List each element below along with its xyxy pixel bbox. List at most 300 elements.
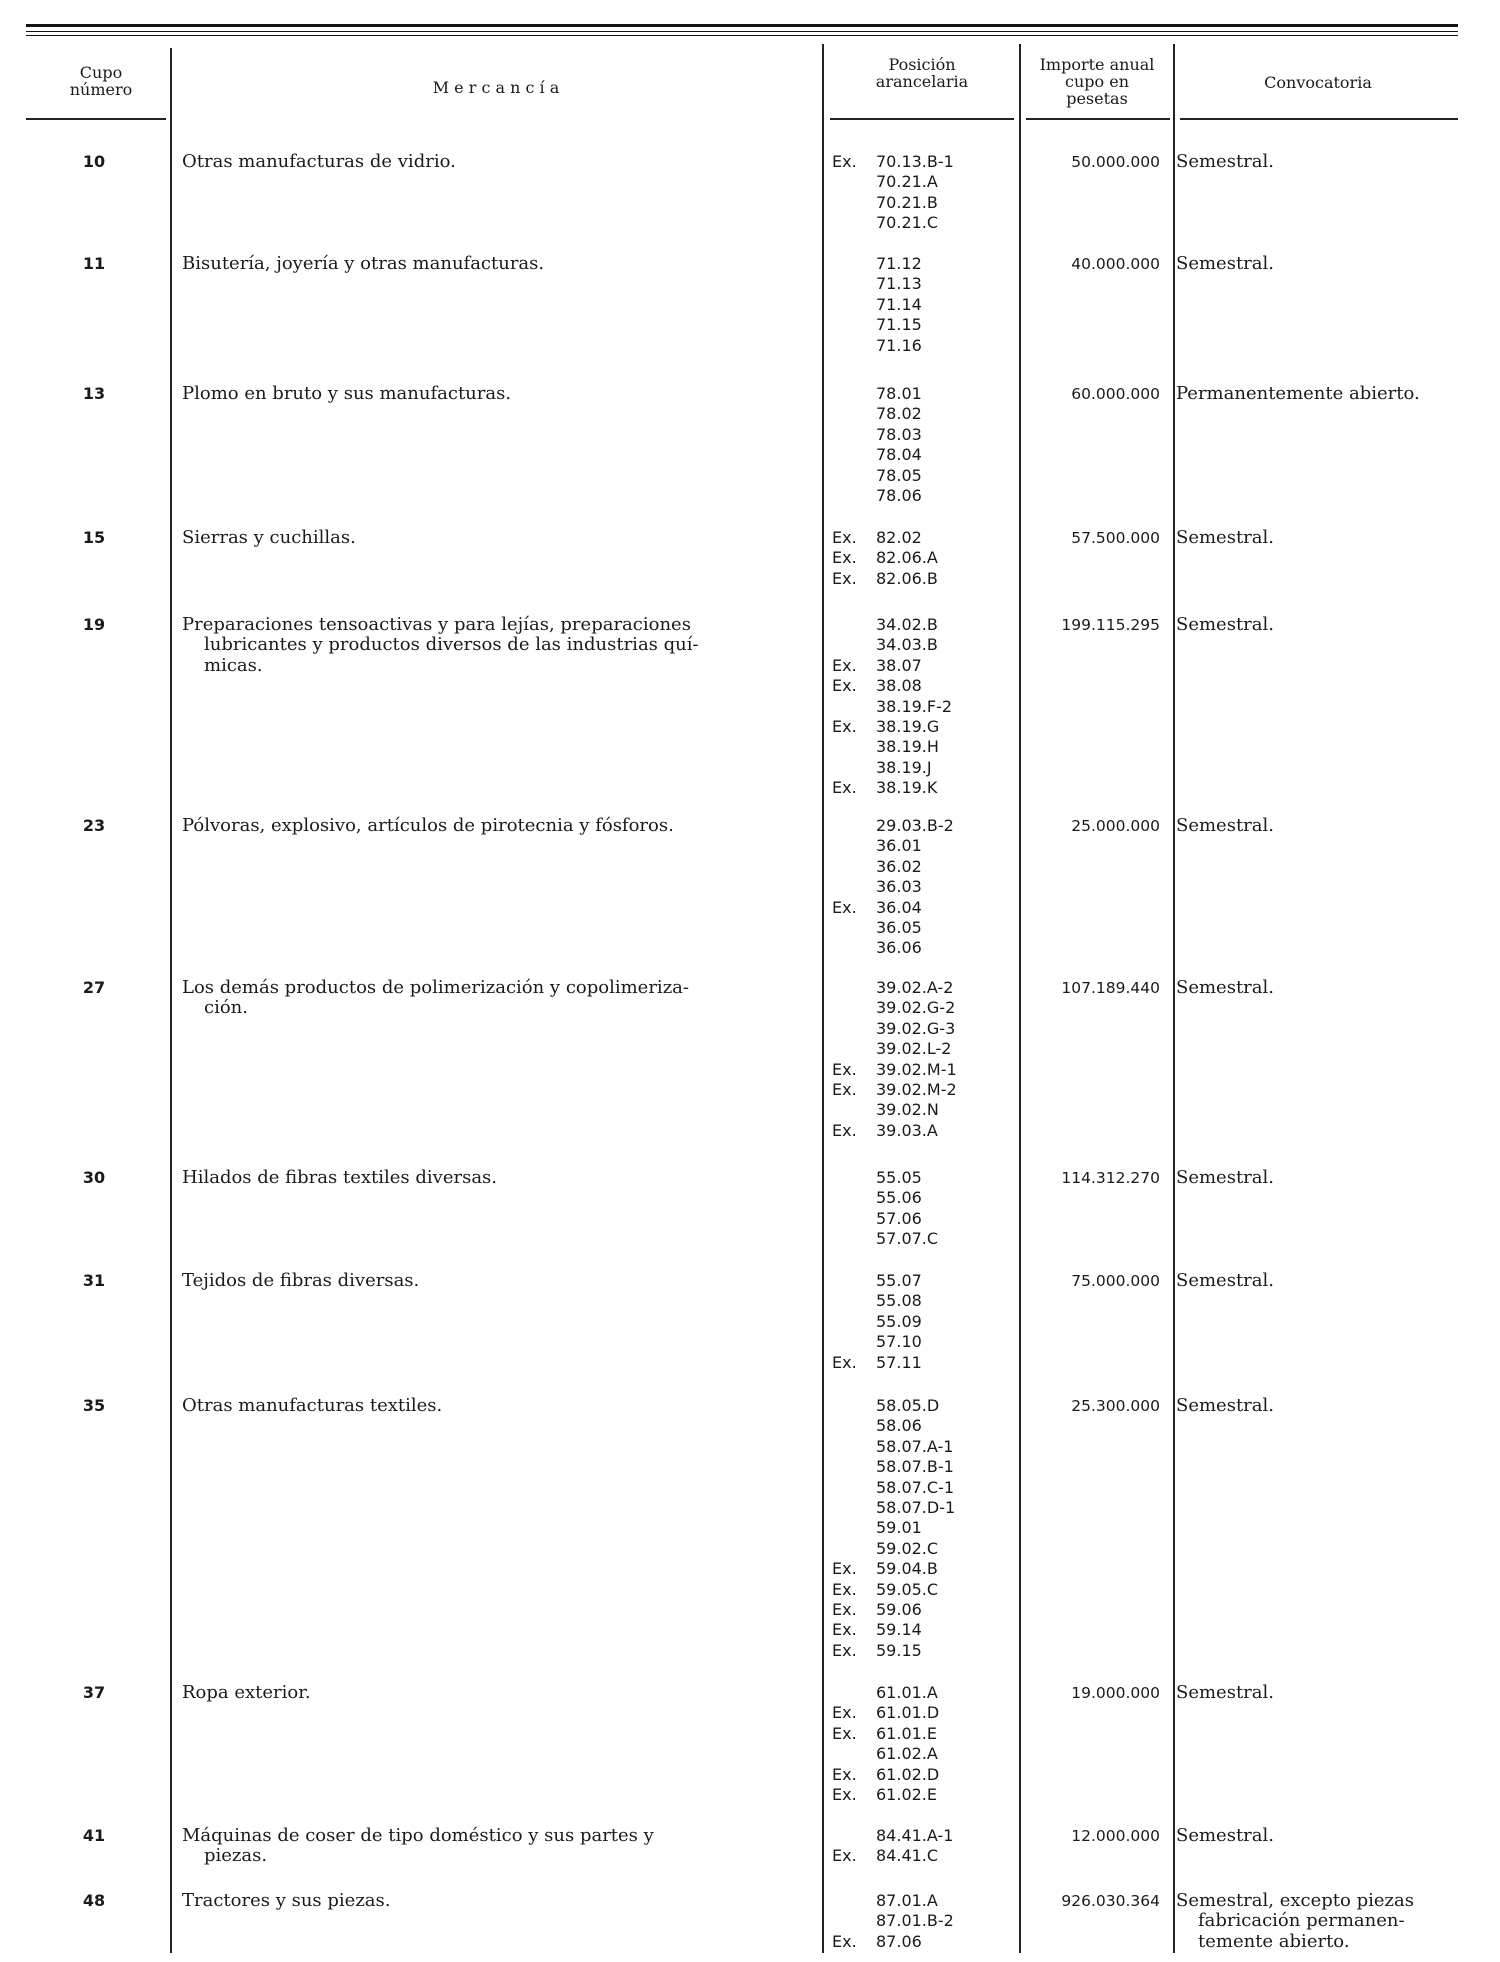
posicion-ex-prefix [832, 1209, 876, 1229]
posicion-code: 61.01.E [876, 1723, 937, 1743]
posicion-ex-prefix [832, 737, 876, 757]
importe-anual: 25.300.000 [1071, 1397, 1160, 1415]
posicion-code: 57.10 [876, 1332, 922, 1352]
posicion-list [832, 1683, 1012, 1805]
posicion-ex-prefix: Ex. [832, 152, 857, 171]
cupo-number: 41 [82, 1826, 106, 1845]
mercancia-line: Bisutería, joyería y otras manufacturas. [182, 253, 545, 274]
posicion-code: 39.02.G-3 [876, 1018, 956, 1038]
posicion-code: 71.12 [876, 254, 922, 273]
posicion-list [832, 1396, 1012, 1661]
posicion-ex-prefix [832, 1826, 876, 1846]
posicion-code: 58.05.D [876, 1396, 940, 1415]
posicion-ex-prefix [832, 486, 876, 506]
header-posicion-line-1: Posición [888, 55, 956, 74]
posicion-list [832, 254, 1012, 356]
cupo-number: 15 [82, 528, 106, 547]
posicion-list [832, 615, 1012, 799]
posicion-ex-prefix: Ex. [832, 548, 857, 568]
posicion-entry [832, 758, 1012, 778]
posicion-code: 70.21.B [876, 192, 938, 212]
header-importe-line-1: Importe anual [1039, 55, 1155, 74]
posicion-code: 59.15 [876, 1640, 922, 1660]
posicion-ex-prefix: Ex. [832, 1703, 857, 1723]
importe-anual: 60.000.000 [1071, 385, 1160, 403]
posicion-code: 59.04.B [876, 1559, 938, 1579]
importe-anual: 199.115.295 [1061, 616, 1160, 634]
posicion-list [832, 1891, 1012, 1952]
posicion-ex-prefix: Ex. [832, 1600, 857, 1620]
posicion-ex-prefix [832, 1188, 876, 1208]
mercancia-line: Tejidos de fibras diversas. [182, 1270, 420, 1291]
posicion-entry [832, 1539, 1012, 1559]
posicion-ex-prefix: Ex. [832, 778, 857, 798]
posicion-entry [832, 1437, 1012, 1457]
posicion-ex-prefix [832, 635, 876, 655]
posicion-entry [832, 697, 1012, 717]
posicion-ex-prefix [832, 816, 876, 836]
importe-anual: 25.000.000 [1071, 817, 1160, 835]
header-cupo-line-1: Cupo [79, 63, 123, 82]
posicion-list [832, 978, 1012, 1141]
posicion-entry [832, 528, 1012, 548]
posicion-code: 55.05 [876, 1168, 922, 1187]
posicion-code: 38.08 [876, 676, 922, 696]
posicion-ex-prefix [832, 1478, 876, 1498]
posicion-entry [832, 635, 1012, 655]
posicion-entry [832, 1019, 1012, 1039]
posicion-ex-prefix: Ex. [832, 1080, 857, 1100]
posicion-ex-prefix [832, 1416, 876, 1436]
posicion-entry [832, 274, 1012, 294]
mercancia-line: Pólvoras, explosivo, artículos de pirotecnia y fósforos. [182, 815, 674, 836]
posicion-ex-prefix [832, 445, 876, 465]
posicion-code: 61.01.A [876, 1683, 938, 1702]
header-importe [1024, 56, 1170, 107]
convocatoria [1176, 1683, 1456, 1703]
posicion-entry [832, 569, 1012, 589]
posicion-ex-prefix [832, 758, 876, 778]
header-convocatoria-text: Convocatoria [1264, 73, 1372, 92]
posicion-code: 34.02.B [876, 615, 938, 634]
posicion-entry [832, 877, 1012, 897]
posicion-entry [832, 656, 1012, 676]
cupo-number: 30 [82, 1168, 106, 1187]
posicion-ex-prefix [832, 295, 876, 315]
posicion-entry [832, 938, 1012, 958]
cupo-number: 27 [82, 978, 106, 997]
posicion-code: 55.08 [876, 1291, 922, 1311]
posicion-ex-prefix [832, 425, 876, 445]
top-rule-thick [26, 24, 1458, 27]
posicion-entry [832, 384, 1012, 404]
posicion-entry [832, 1209, 1012, 1229]
posicion-entry [832, 1703, 1012, 1723]
convocatoria-line: Semestral. [1176, 151, 1274, 172]
posicion-code: 59.14 [876, 1620, 922, 1640]
posicion-ex-prefix [832, 1437, 876, 1457]
posicion-code: 61.02.A [876, 1744, 938, 1764]
header-underline-convocatoria [1180, 118, 1458, 120]
mercancia-line: Ropa exterior. [182, 1682, 311, 1703]
posicion-ex-prefix: Ex. [832, 1059, 857, 1079]
posicion-entry [832, 1271, 1012, 1291]
posicion-entry [832, 336, 1012, 356]
posicion-entry [832, 1891, 1012, 1911]
posicion-entry [832, 486, 1012, 506]
importe-anual: 50.000.000 [1071, 153, 1160, 171]
convocatoria [1176, 528, 1456, 548]
posicion-ex-prefix: Ex. [832, 1579, 857, 1599]
convocatoria-line: Permanentemente abierto. [1176, 383, 1420, 404]
posicion-entry [832, 1498, 1012, 1518]
posicion-code: 70.21.C [876, 213, 939, 233]
posicion-ex-prefix: Ex. [832, 1764, 857, 1784]
posicion-code: 58.07.A-1 [876, 1436, 954, 1456]
posicion-ex-prefix [832, 193, 876, 213]
posicion-code: 36.06 [876, 938, 922, 958]
convocatoria [1176, 152, 1456, 172]
posicion-ex-prefix [832, 1271, 876, 1291]
mercancia-line: lubricantes y productos diversos de las industrias quí- [204, 634, 699, 656]
mercancia-description [182, 1396, 810, 1416]
posicion-list [832, 152, 1012, 234]
posicion-entry [832, 1620, 1012, 1640]
posicion-code: 39.02.A-2 [876, 978, 954, 997]
cupo-number: 23 [82, 816, 106, 835]
header-convocatoria [1180, 74, 1456, 91]
posicion-ex-prefix: Ex. [832, 1931, 857, 1951]
posicion-code: 38.19.H [876, 737, 939, 757]
posicion-ex-prefix [832, 1518, 876, 1538]
top-rule-thin [26, 31, 1458, 32]
posicion-ex-prefix [832, 836, 876, 856]
posicion-entry [832, 1744, 1012, 1764]
posicion-code: 82.06.A [876, 548, 938, 568]
posicion-entry [832, 1312, 1012, 1332]
posicion-entry [832, 816, 1012, 836]
header-importe-line-2: cupo en [1065, 72, 1129, 91]
cupo-number: 13 [82, 384, 106, 403]
importe-anual: 12.000.000 [1071, 1827, 1160, 1845]
posicion-entry [832, 1826, 1012, 1846]
posicion-code: 34.03.B [876, 635, 938, 655]
posicion-ex-prefix [832, 213, 876, 233]
posicion-entry [832, 1396, 1012, 1416]
header-cupo [54, 64, 148, 98]
posicion-entry [832, 466, 1012, 486]
posicion-ex-prefix [832, 1396, 876, 1416]
posicion-code: 71.16 [876, 335, 922, 355]
importe-anual: 40.000.000 [1071, 255, 1160, 273]
column-divider-2 [822, 44, 824, 1953]
posicion-entry [832, 898, 1012, 918]
mercancia-description [182, 528, 810, 548]
posicion-code: 87.01.B-2 [876, 1911, 954, 1931]
posicion-ex-prefix [832, 254, 876, 274]
mercancia-line: ción. [204, 997, 248, 1019]
posicion-ex-prefix [832, 315, 876, 335]
posicion-code: 58.06 [876, 1416, 922, 1436]
convocatoria [1176, 615, 1456, 635]
posicion-list [832, 816, 1012, 959]
convocatoria-line: Semestral. [1176, 1167, 1274, 1188]
mercancia-line: Máquinas de coser de tipo doméstico y sus partes y [182, 1825, 654, 1846]
posicion-ex-prefix [832, 938, 876, 958]
posicion-entry [832, 1580, 1012, 1600]
column-divider-3 [1019, 44, 1021, 1953]
mercancia-description [182, 384, 810, 404]
posicion-entry [832, 1039, 1012, 1059]
posicion-ex-prefix [832, 998, 876, 1018]
posicion-ex-prefix: Ex. [832, 1559, 857, 1579]
posicion-code: 70.13.B-1 [876, 152, 954, 171]
posicion-ex-prefix [832, 1100, 876, 1120]
cupo-number: 35 [82, 1396, 106, 1415]
convocatoria [1176, 1396, 1456, 1416]
convocatoria-line: Semestral. [1176, 253, 1274, 274]
posicion-entry [832, 1600, 1012, 1620]
mercancia-description [182, 1826, 810, 1867]
posicion-code: 55.07 [876, 1271, 922, 1290]
posicion-ex-prefix [832, 1891, 876, 1911]
posicion-entry [832, 1932, 1012, 1952]
posicion-ex-prefix [832, 877, 876, 897]
mercancia-line: Los demás productos de polimerización y copolimeriza- [182, 977, 689, 998]
posicion-ex-prefix [832, 615, 876, 635]
posicion-ex-prefix [832, 857, 876, 877]
posicion-code: 57.06 [876, 1208, 922, 1228]
posicion-code: 36.05 [876, 918, 922, 938]
posicion-entry [832, 676, 1012, 696]
column-divider-4 [1173, 44, 1175, 1953]
posicion-entry [832, 548, 1012, 568]
column-divider-1 [170, 48, 172, 1953]
posicion-entry [832, 1121, 1012, 1141]
importe-anual: 19.000.000 [1071, 1684, 1160, 1702]
posicion-list [832, 1271, 1012, 1373]
posicion-code: 87.01.A [876, 1891, 938, 1910]
posicion-code: 78.06 [876, 486, 922, 506]
posicion-entry [832, 1457, 1012, 1477]
convocatoria [1176, 1168, 1456, 1188]
mercancia-line: Sierras y cuchillas. [182, 527, 356, 548]
posicion-ex-prefix [832, 1498, 876, 1518]
posicion-entry [832, 1229, 1012, 1249]
posicion-ex-prefix [832, 172, 876, 192]
posicion-entry [832, 1641, 1012, 1661]
cupo-number: 19 [82, 615, 106, 634]
convocatoria-line: Semestral. [1176, 1682, 1274, 1703]
posicion-code: 39.02.G-2 [876, 998, 956, 1018]
posicion-list [832, 1826, 1012, 1867]
importe-anual: 114.312.270 [1061, 1169, 1160, 1187]
posicion-code: 84.41.A-1 [876, 1826, 954, 1845]
header-importe-line-3: pesetas [1066, 89, 1128, 108]
posicion-code: 57.07.C [876, 1229, 939, 1249]
posicion-code: 71.13 [876, 274, 922, 294]
convocatoria-line: Semestral. [1176, 977, 1274, 998]
convocatoria-line: Semestral. [1176, 527, 1274, 548]
posicion-entry [832, 918, 1012, 938]
posicion-code: 70.21.A [876, 172, 938, 192]
posicion-code: 36.04 [876, 897, 922, 917]
posicion-code: 36.01 [876, 836, 922, 856]
mercancia-description [182, 615, 810, 676]
posicion-entry [832, 1846, 1012, 1866]
posicion-entry [832, 445, 1012, 465]
posicion-code: 82.06.B [876, 568, 938, 588]
mercancia-description [182, 1683, 810, 1703]
posicion-code: 71.14 [876, 294, 922, 314]
cupo-number: 48 [82, 1891, 106, 1910]
posicion-entry [832, 737, 1012, 757]
posicion-entry [832, 978, 1012, 998]
posicion-ex-prefix: Ex. [832, 1120, 857, 1140]
header-underline-cupo [26, 118, 166, 120]
convocatoria-line: temente abierto. [1198, 1930, 1350, 1952]
header-mercancia [182, 79, 810, 96]
posicion-code: 87.06 [876, 1931, 922, 1951]
posicion-entry [832, 1080, 1012, 1100]
posicion-entry [832, 1168, 1012, 1188]
posicion-ex-prefix [832, 1291, 876, 1311]
posicion-ex-prefix: Ex. [832, 1640, 857, 1660]
posicion-code: 38.07 [876, 655, 922, 675]
posicion-entry [832, 1518, 1012, 1538]
posicion-ex-prefix [832, 1683, 876, 1703]
posicion-code: 78.01 [876, 384, 922, 403]
posicion-entry [832, 425, 1012, 445]
convocatoria [1176, 1271, 1456, 1291]
posicion-entry [832, 193, 1012, 213]
posicion-entry [832, 1291, 1012, 1311]
posicion-code: 58.07.D-1 [876, 1498, 956, 1518]
importe-anual: 926.030.364 [1061, 1892, 1160, 1910]
mercancia-line: Hilados de fibras textiles diversas. [182, 1167, 498, 1188]
posicion-entry [832, 1724, 1012, 1744]
posicion-entry [832, 1353, 1012, 1373]
posicion-entry [832, 315, 1012, 335]
cupo-number: 37 [82, 1683, 106, 1702]
posicion-code: 39.02.L-2 [876, 1039, 952, 1059]
posicion-entry [832, 1683, 1012, 1703]
mercancia-description [182, 978, 810, 1019]
convocatoria [1176, 1891, 1456, 1952]
mercancia-line: Preparaciones tensoactivas y para lejías, preparaciones [182, 614, 691, 635]
posicion-ex-prefix [832, 1744, 876, 1764]
posicion-entry [832, 857, 1012, 877]
importe-anual: 107.189.440 [1061, 979, 1160, 997]
posicion-ex-prefix: Ex. [832, 897, 857, 917]
posicion-entry [832, 295, 1012, 315]
posicion-ex-prefix: Ex. [832, 655, 857, 675]
posicion-entry [832, 778, 1012, 798]
importe-anual: 75.000.000 [1071, 1272, 1160, 1290]
convocatoria-line: Semestral. [1176, 614, 1274, 635]
cupo-number: 11 [82, 254, 106, 273]
posicion-ex-prefix [832, 404, 876, 424]
posicion-entry [832, 1785, 1012, 1805]
posicion-code: 71.15 [876, 315, 922, 335]
posicion-entry [832, 1911, 1012, 1931]
convocatoria [1176, 978, 1456, 998]
convocatoria [1176, 1826, 1456, 1846]
mercancia-line: Otras manufacturas de vidrio. [182, 151, 456, 172]
posicion-entry [832, 1765, 1012, 1785]
posicion-entry [832, 836, 1012, 856]
posicion-code: 38.19.F-2 [876, 696, 953, 716]
posicion-code: 58.07.B-1 [876, 1457, 954, 1477]
posicion-ex-prefix [832, 1168, 876, 1188]
posicion-code: 36.03 [876, 877, 922, 897]
posicion-ex-prefix [832, 1019, 876, 1039]
posicion-list [832, 384, 1012, 506]
posicion-ex-prefix: Ex. [832, 1723, 857, 1743]
posicion-ex-prefix [832, 697, 876, 717]
posicion-entry [832, 717, 1012, 737]
mercancia-description [182, 152, 810, 172]
header-underline-posicion [830, 118, 1014, 120]
posicion-code: 78.03 [876, 424, 922, 444]
posicion-list [832, 1168, 1012, 1250]
top-rule-thin-2 [26, 35, 1458, 36]
cupo-number: 31 [82, 1271, 106, 1290]
posicion-ex-prefix: Ex. [832, 676, 857, 696]
posicion-ex-prefix: Ex. [832, 1352, 857, 1372]
cupo-number: 10 [82, 152, 106, 171]
importe-anual: 57.500.000 [1071, 529, 1160, 547]
posicion-ex-prefix [832, 1312, 876, 1332]
posicion-entry [832, 1416, 1012, 1436]
posicion-ex-prefix [832, 274, 876, 294]
mercancia-line: piezas. [204, 1845, 268, 1867]
posicion-ex-prefix [832, 1539, 876, 1559]
posicion-code: 39.03.A [876, 1120, 938, 1140]
posicion-entry [832, 1478, 1012, 1498]
posicion-code: 61.02.E [876, 1785, 937, 1805]
convocatoria-line: Semestral, excepto piezas [1176, 1890, 1414, 1911]
header-posicion [832, 56, 1012, 90]
posicion-code: 59.05.C [876, 1579, 939, 1599]
mercancia-line: Plomo en bruto y sus manufacturas. [182, 383, 512, 404]
posicion-entry [832, 404, 1012, 424]
convocatoria [1176, 816, 1456, 836]
posicion-ex-prefix [832, 1332, 876, 1352]
convocatoria-line: Semestral. [1176, 815, 1274, 836]
posicion-entry [832, 1332, 1012, 1352]
posicion-code: 61.02.D [876, 1764, 940, 1784]
posicion-entry [832, 1060, 1012, 1080]
posicion-code: 38.19.J [876, 757, 932, 777]
posicion-code: 38.19.K [876, 778, 938, 798]
posicion-code: 55.06 [876, 1188, 922, 1208]
posicion-code: 38.19.G [876, 717, 940, 737]
mercancia-description [182, 816, 810, 836]
posicion-code: 82.02 [876, 528, 922, 547]
posicion-ex-prefix: Ex. [832, 1785, 857, 1805]
convocatoria-line: Semestral. [1176, 1395, 1274, 1416]
posicion-code: 59.01 [876, 1518, 922, 1538]
posicion-code: 59.02.C [876, 1538, 939, 1558]
convocatoria [1176, 384, 1456, 404]
posicion-entry [832, 615, 1012, 635]
posicion-ex-prefix [832, 1039, 876, 1059]
posicion-ex-prefix [832, 1229, 876, 1249]
posicion-list [832, 528, 1012, 589]
posicion-entry [832, 213, 1012, 233]
posicion-code: 78.05 [876, 465, 922, 485]
